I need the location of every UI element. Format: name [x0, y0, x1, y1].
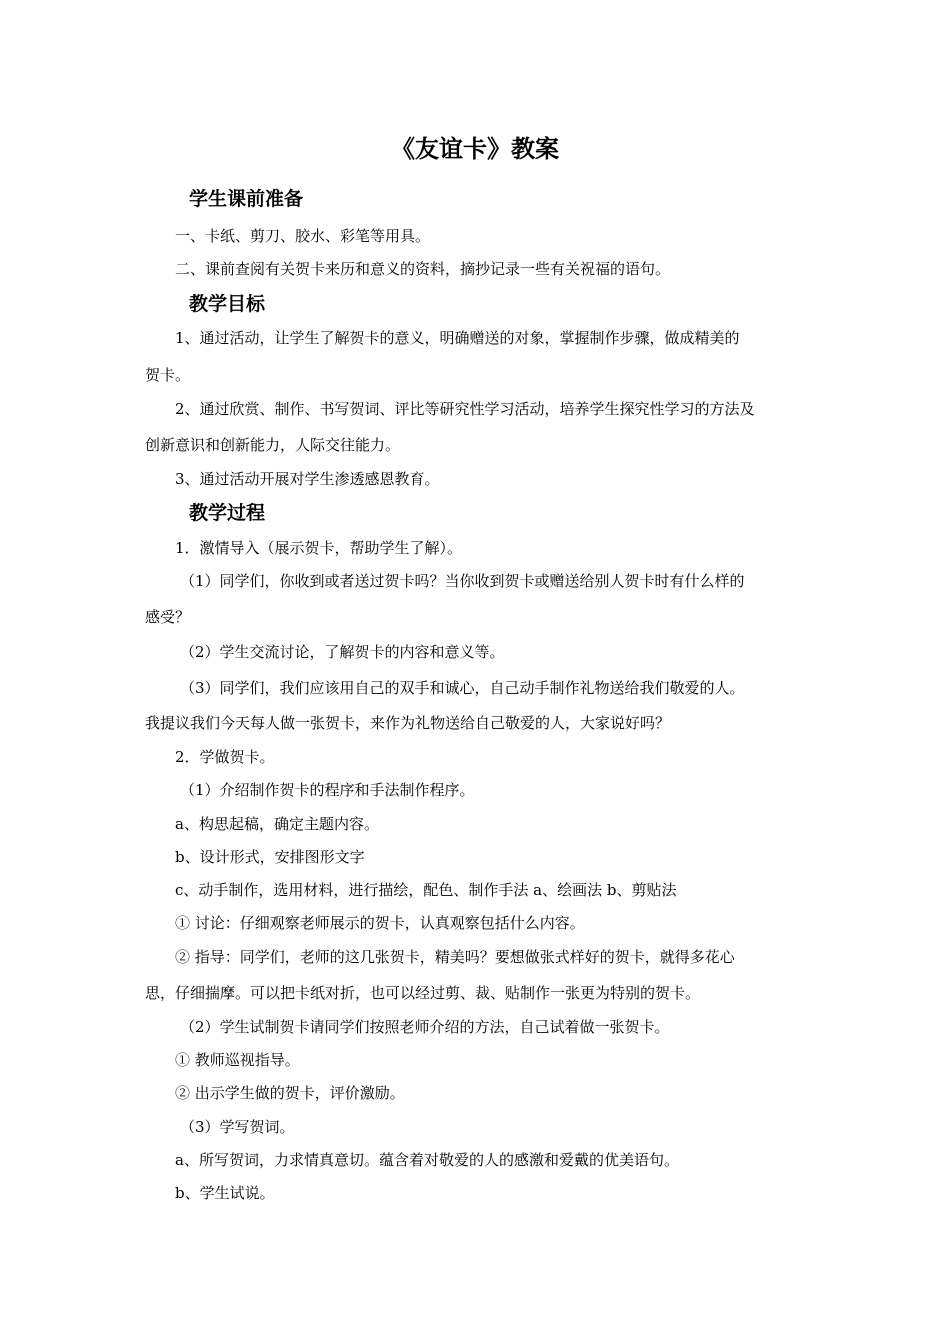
section-heading-process: 教学过程 — [189, 502, 266, 524]
paragraph-line: 思，仔细揣摩。可以把卡纸对折，也可以经过剪、裁、贴制作一张更为特别的贺卡。 — [145, 984, 701, 1002]
section-heading-goals: 教学目标 — [189, 293, 266, 315]
paragraph-line: ② 指导：同学们，老师的这几张贺卡，精美吗？要想做张式样好的贺卡，就得多花心 — [175, 948, 735, 966]
paragraph-line: 一、卡纸、剪刀、胶水、彩笔等用具。 — [175, 227, 431, 245]
section-heading-prep: 学生课前准备 — [189, 188, 304, 210]
paragraph-line: 2．学做贺卡。 — [175, 748, 275, 766]
paragraph-line: （2）学生交流讨论，了解贺卡的内容和意义等。 — [180, 643, 505, 661]
paragraph-line: ① 教师巡视指导。 — [175, 1051, 300, 1069]
paragraph-line: ② 出示学生做的贺卡，评价激励。 — [175, 1084, 405, 1102]
paragraph-line: （1）同学们，你收到或者送过贺卡吗？当你收到贺卡或赠送给别人贺卡时有什么样的 — [180, 572, 745, 590]
paragraph-line: a、构思起稿，确定主题内容。 — [175, 815, 379, 833]
paragraph-line: a、所写贺词，力求情真意切。蕴含着对敬爱的人的感激和爱戴的优美语句。 — [175, 1151, 679, 1169]
paragraph-line: （1）介绍制作贺卡的程序和手法制作程序。 — [180, 781, 475, 799]
paragraph-line: 我提议我们今天每人做一张贺卡，来作为礼物送给自己敬爱的人，大家说好吗？ — [145, 714, 671, 732]
paragraph-line: （3）同学们，我们应该用自己的双手和诚心，自己动手制作礼物送给我们敬爱的人。 — [180, 679, 745, 697]
paragraph-line: （3）学写贺词。 — [180, 1118, 295, 1136]
paragraph-line: b、学生试说。 — [175, 1184, 275, 1202]
paragraph-line: （2）学生试制贺卡请同学们按照老师介绍的方法，自己试着做一张贺卡。 — [180, 1018, 670, 1036]
paragraph-line: 创新意识和创新能力，人际交往能力。 — [145, 436, 401, 454]
paragraph-line: 2、通过欣赏、制作、书写贺词、评比等研究性学习活动，培养学生探究性学习的方法及 — [175, 400, 755, 418]
paragraph-line: 二、课前查阅有关贺卡来历和意义的资料，摘抄记录一些有关祝福的语句。 — [175, 260, 671, 278]
paragraph-line: c、动手制作，选用材料，进行描绘，配色、制作手法 a、绘画法 b、剪贴法 — [175, 881, 677, 899]
paragraph-line: 贺卡。 — [145, 366, 191, 384]
paragraph-line: b、设计形式，安排图形文字 — [175, 848, 365, 866]
page-title: 《友谊卡》教案 — [391, 135, 559, 163]
paragraph-line: 1、通过活动，让学生了解贺卡的意义，明确赠送的对象，掌握制作步骤，做成精美的 — [175, 329, 740, 347]
paragraph-line: 3、通过活动开展对学生渗透感恩教育。 — [175, 470, 440, 488]
paragraph-line: 感受？ — [145, 608, 191, 626]
paragraph-line: ① 讨论：仔细观察老师展示的贺卡，认真观察包括什么内容。 — [175, 914, 585, 932]
paragraph-line: 1．激情导入（展示贺卡，帮助学生了解）。 — [175, 539, 463, 557]
